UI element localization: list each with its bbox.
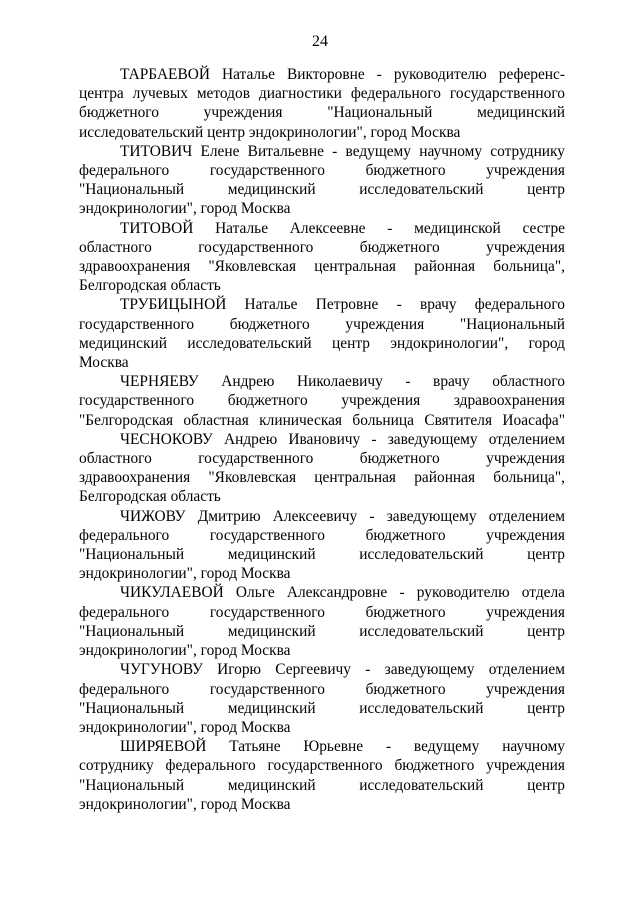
entry-line: эндокринологии", город Москва [79, 795, 291, 813]
list-item [79, 372, 565, 430]
entry-line: федерального государственного бюджетного учреждения [79, 526, 565, 544]
list-item [79, 430, 565, 507]
entry-line: федерального государственного бюджетного учреждения [79, 680, 565, 698]
entry-line: исследовательский центр эндокринологии", город Москва [79, 123, 461, 141]
list-item [79, 295, 565, 372]
entry-line: ТИТОВИЧ Елене Витальевне - ведущему научному сотруднику [120, 142, 565, 160]
list-item [79, 219, 565, 296]
entry-line: Белгородская область [79, 488, 221, 506]
entry-line: ТРУБИЦЫНОЙ Наталье Петровне - врачу федерального [120, 296, 565, 314]
entry-line: "Национальный медицинский исследовательский центр [79, 181, 565, 199]
entry-line: ТАРБАЕВОЙ Наталье Викторовне - руководителю референс- [120, 66, 565, 83]
entry-line: эндокринологии", город Москва [79, 565, 291, 583]
entry-line: "Национальный медицинский исследовательский центр [79, 776, 565, 794]
entry-line: эндокринологии", город Москва [79, 200, 291, 218]
entry-line: ЧИЖОВУ Дмитрию Алексеевичу - заведующему отделением [120, 507, 565, 525]
entry-line: ЧУГУНОВУ Игорю Сергеевичу - заведующему отделением [120, 661, 565, 679]
entry-line: "Национальный медицинский исследовательский центр [79, 622, 565, 640]
award-list [79, 65, 565, 814]
entry-line: эндокринологии", город Москва [79, 642, 291, 660]
entry-line: здравоохранения "Яковлевская центральная районная больница", [79, 469, 565, 487]
entry-line: федерального государственного бюджетного учреждения [79, 603, 565, 621]
entry-line: государственного бюджетного учреждения здравоохранения [79, 392, 565, 410]
list-item [79, 507, 565, 584]
entry-line: ШИРЯЕВОЙ Татьяне Юрьевне - ведущему научному [120, 738, 565, 756]
entry-line: Белгородская область [79, 277, 221, 295]
list-item [79, 142, 565, 219]
entry-line: эндокринологии", город Москва [79, 718, 291, 736]
entry-line: бюджетного учреждения "Национальный медицинский [79, 104, 565, 122]
entry-line: "Национальный медицинский исследовательский центр [79, 699, 565, 717]
entry-line: ЧИКУЛАЕВОЙ Ольге Александровне - руководителю отдела [120, 584, 565, 602]
list-item [79, 65, 565, 142]
list-item [79, 660, 565, 737]
entry-line: ТИТОВОЙ Наталье Алексеевне - медицинской сестре [120, 219, 565, 237]
entry-line: "Национальный медицинский исследовательский центр [79, 546, 565, 564]
entry-line: ЧЕСНОКОВУ Андрею Ивановичу - заведующему отделением [120, 430, 565, 448]
entry-line: медицинский исследовательский центр эндокринологии", город [79, 334, 565, 352]
page-number: 24 [312, 33, 328, 50]
entry-line: "Белгородская областная клиническая больница Святителя Иоасафа" [79, 411, 565, 429]
list-item [79, 737, 565, 814]
entry-line: государственного бюджетного учреждения "Национальный [79, 315, 565, 333]
entry-line: здравоохранения "Яковлевская центральная районная больница", [79, 258, 565, 276]
entry-line: федерального государственного бюджетного учреждения [79, 162, 565, 180]
entry-line: Москва [79, 354, 129, 372]
list-item [79, 583, 565, 660]
entry-line: областного государственного бюджетного учреждения [79, 238, 565, 256]
entry-line: сотруднику федерального государственного бюджетного учреждения [79, 757, 565, 775]
entry-line: ЧЕРНЯЕВУ Андрею Николаевичу - врачу областного [120, 373, 565, 391]
entry-line: областного государственного бюджетного учреждения [79, 450, 565, 468]
entry-line: центра лучевых методов диагностики федерального государственного [79, 85, 565, 103]
